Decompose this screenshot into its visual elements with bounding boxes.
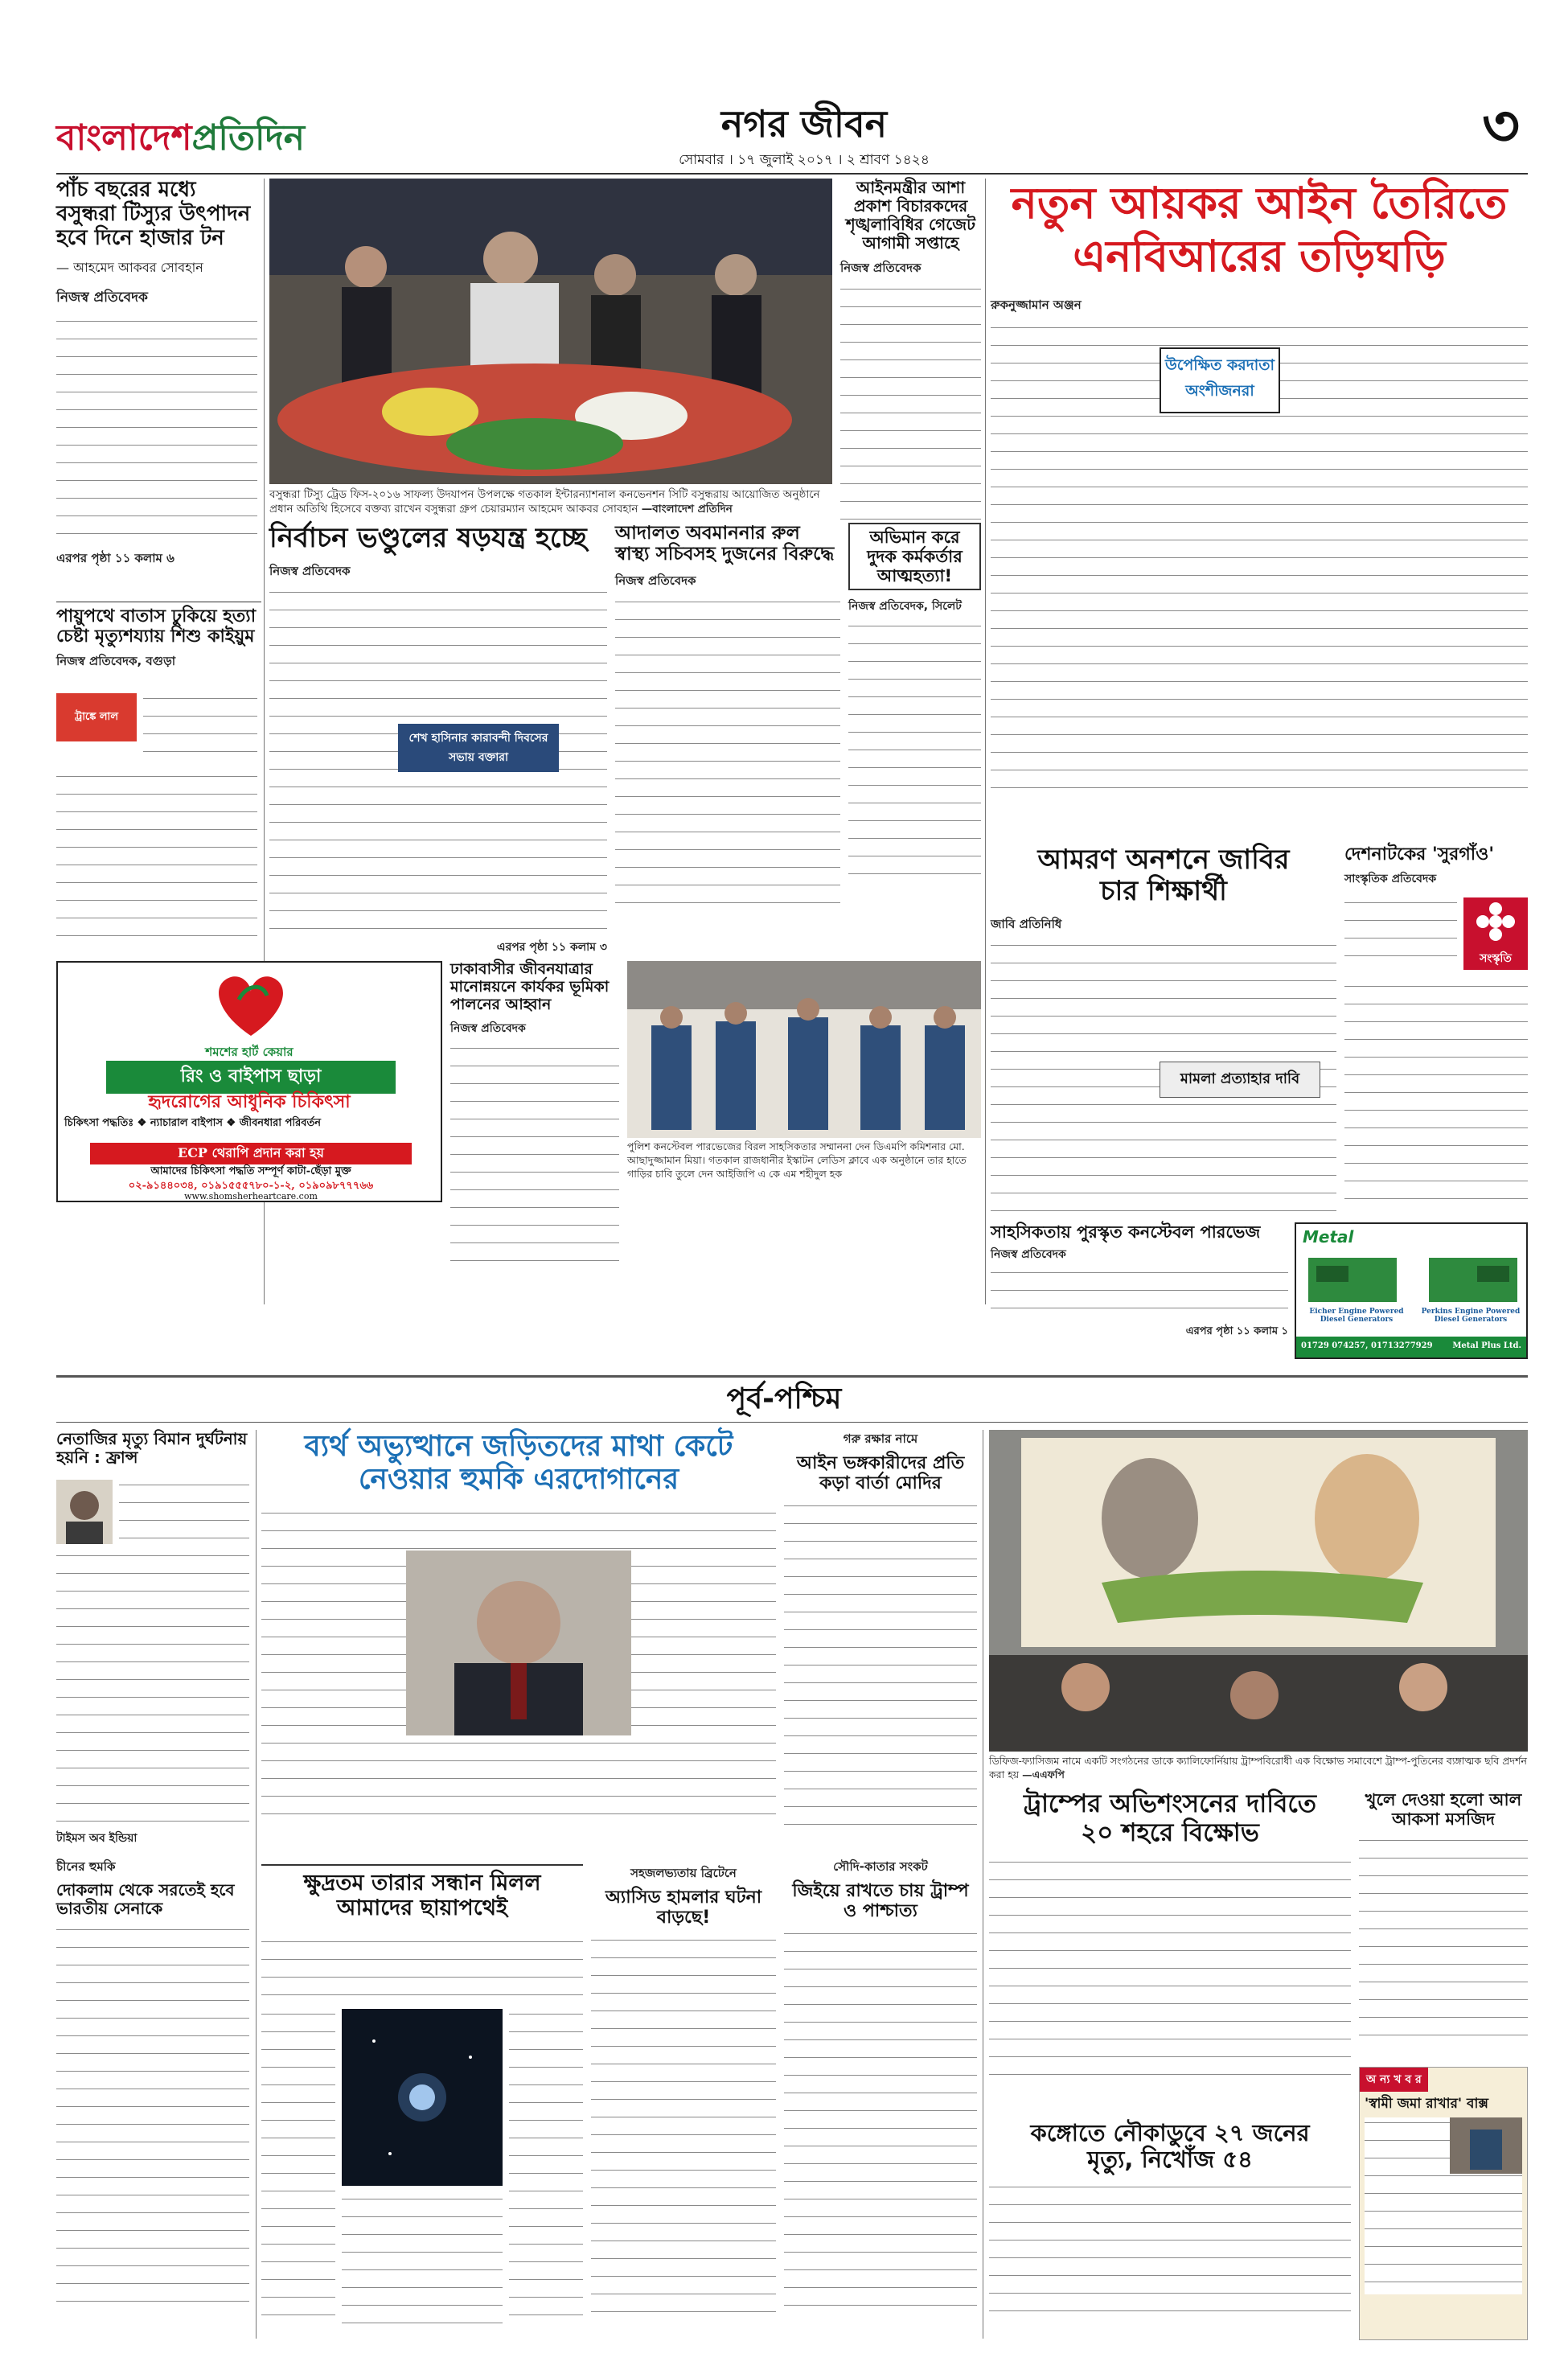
protest-photo-illustration	[989, 1430, 1528, 1752]
event-photo-caption	[269, 487, 832, 516]
story-body	[848, 621, 981, 886]
child-photo	[56, 693, 137, 741]
police-award-photo	[627, 961, 981, 1138]
story-headline[interactable]: আদালত অবমাননার রুল স্বাস্থ্য সচিবসহ দুজনের বিরুদ্ধে	[615, 523, 835, 565]
dhaka-story	[450, 961, 619, 1307]
story-body-2	[1344, 981, 1528, 1206]
story-body-2	[56, 1550, 249, 1832]
trump-story	[989, 1790, 1351, 2112]
hunger-strike-story	[991, 844, 1336, 1214]
culture-logo-text: সংস্কৃতি	[1480, 952, 1512, 965]
police-story	[991, 1222, 1288, 1359]
story-body-4	[342, 2194, 503, 2331]
headline-line2[interactable]: চার শিক্ষার্থী	[1100, 875, 1227, 908]
ad-brand: শমশের হার্ট কেয়ার	[205, 1045, 293, 1059]
star-photo	[342, 2009, 503, 2186]
generator-company: Metal Plus Ltd.	[1452, 1341, 1521, 1350]
story-reporter: রুকনুজ্জামান অঞ্জন	[991, 298, 1082, 313]
ad-footer: আমাদের চিকিৎসা পদ্ধতি সম্পূর্ণ কাটা-ছেঁড়া মুক্ত	[150, 1165, 351, 1177]
story-body	[840, 284, 981, 533]
generator-product-2: Perkins Engine Powered Diesel Generators	[1421, 1308, 1521, 1324]
story-reporter: নিজস্ব প্রতিবেদক	[991, 1248, 1066, 1262]
continue-note[interactable]: এরপর পৃষ্ঠা ১১ কলাম ১	[1185, 1325, 1288, 1338]
story-reporter: নিজস্ব প্রতিবেদক	[269, 564, 351, 579]
headline-line1[interactable]: ট্রাম্পের অভিশংসনের দাবিতে	[1023, 1789, 1317, 1818]
police-photo-illustration	[627, 961, 981, 1138]
other-news-label: অ ন্য খ ব র	[1360, 2068, 1428, 2092]
story-body	[784, 1501, 977, 1838]
newspaper-logo[interactable]	[56, 111, 305, 170]
caption-credit: —বাংলাদেশ প্রতিদিন	[641, 503, 733, 516]
story-reporter: নিজস্ব প্রতিবেদক, সিলেট	[848, 600, 962, 614]
story-body	[1344, 897, 1457, 970]
theatre-story	[1344, 844, 1528, 1214]
saudi-story	[784, 1858, 977, 2340]
protest-photo	[989, 1430, 1528, 1752]
story-reporter: জাবি প্রতিনিধি	[991, 917, 1062, 932]
protest-photo-caption	[989, 1755, 1528, 1782]
story-body-3	[509, 2009, 583, 2331]
story-reporter: নিজস্ব প্রতিবেদক	[615, 573, 696, 588]
continue-note[interactable]: এরপর পৃষ্ঠা ১১ কলাম ৩	[496, 941, 607, 954]
heart-icon	[207, 967, 295, 1044]
child-photo-label: ট্রাঙ্কে লাল	[74, 711, 119, 723]
netaji-story	[56, 1430, 249, 1848]
headline-line2[interactable]: আমাদের ছায়াপথেই	[336, 1896, 508, 1921]
headline-line2[interactable]: মৃত্যু, নিখোঁজ ৫৪	[1087, 2146, 1253, 2174]
headline-line1[interactable]: ক্ষুদ্রতম তারার সন্ধান মিলল	[261, 1864, 583, 1896]
heart-care-ad[interactable]	[56, 961, 442, 1202]
pullquote-line1: উপেক্ষিত করদাতা	[1164, 356, 1275, 374]
police-photo-caption: পুলিশ কনস্টেবল পারভেজের বিরল সাহসিকতার সম্মাননা দেন ডিএমপি কমিশনার মো. আছাদুজ্জামান মিয়া। গতকাল রাজধানীর ইস্কাটন লেডিস ক্লাবে এক অনুষ্ঠানে তার হাতে গাড়ির চাবি তুলে দেন আইজিপি এ কে এম শহীদুল হক	[627, 1140, 967, 1180]
story-body	[450, 1043, 619, 1276]
story-kicker: চীনের হুমকি	[56, 1859, 116, 1874]
headline-line1[interactable]: কঙ্গোতে নৌকাডুবে ২৭ জনের	[1030, 2119, 1310, 2146]
column-rule	[256, 1430, 257, 2339]
headline-line1[interactable]: আমরণ অনশনে জাবির	[1037, 844, 1290, 876]
continue-note[interactable]: এরপর পৃষ্ঠা ১১ কলাম ৬	[56, 550, 174, 565]
story-headline[interactable]: ঢাকাবাসীর জীবনযাত্রার মানোন্নয়নে কার্যকর ভূমিকা পালনের আহ্বান	[450, 960, 610, 1013]
section-divider-2	[56, 1422, 1528, 1423]
headline-line1[interactable]: ব্যর্থ অভ্যুত্থানে জড়িতদের মাথা কেটে	[304, 1430, 733, 1463]
law-story	[840, 179, 981, 516]
issue-date: সোমবার । ১৭ জুলাই ২০১৭ । ২ শ্রাবণ ১৪২৪	[679, 152, 930, 168]
ad-tagline: রিং ও বাইপাস ছাড়া	[106, 1061, 396, 1094]
acid-story	[591, 1864, 776, 2339]
congo-story	[989, 2120, 1351, 2337]
story-body	[261, 1937, 583, 2001]
story-reporter: সাংস্কৃতিক প্রতিবেদক	[1344, 873, 1437, 886]
story-headline[interactable]: দেশনাটকের 'সুরগাঁও'	[1344, 844, 1495, 865]
story-body	[784, 1928, 977, 2314]
ad-methods: চিকিৎসা পদ্ধতিঃ ❖ ন্যাচারাল বাইপাস ❖ জীবনধারা পরিবর্তন	[64, 1117, 322, 1129]
generator-icon-2	[1425, 1250, 1521, 1306]
story-headline[interactable]: আইনমন্ত্রীর আশা প্রকাশ বিচারকদের শৃঙ্খলাবিধির গেজেট আগামী সপ্তাহে	[845, 178, 976, 253]
generator-brand: Metal	[1303, 1227, 1354, 1247]
generator-phones[interactable]: 01729 074257, 01713277929	[1301, 1341, 1433, 1350]
story-reporter: নিজস্ব প্রতিবেদক, বগুড়া	[56, 653, 176, 668]
pullquote-line2: অংশীজনরা	[1185, 382, 1254, 400]
story-headline[interactable]: জিইয়ে রাখতে চায় ট্রাম্প ও পাশ্চাত্য	[792, 1881, 969, 1922]
stars-story	[261, 1864, 583, 2339]
caption-text: ডিফিজ-ফ্যাসিজম নামে একটি সংগঠনের ডাকে ক্যালিফোর্নিয়ায় ট্রাম্পবিরোধী এক বিক্ষোভ সমাবেশে ট্রাম্প-পুতিনের ব্যঙ্গাত্মক ছবি প্রদর্শন করা হয়	[989, 1755, 1527, 1780]
logo-part-2: প্রতিদিন	[191, 117, 305, 158]
pullquote	[1160, 347, 1280, 413]
modi-story	[784, 1430, 977, 1848]
story-body-2	[261, 2009, 335, 2331]
logo-part-1: বাংলাদেশ	[56, 117, 192, 158]
story-headline[interactable]: দোকলাম থেকে সরতেই হবে ভারতীয় সেনাকে	[56, 1880, 235, 1918]
story-body	[989, 1857, 1351, 2090]
story-kicker: গরু রক্ষার নামে	[843, 1431, 918, 1446]
story-headline[interactable]: সাহসিকতায় পুরস্কৃত কনস্টেবল পারভেজ	[991, 1222, 1261, 1242]
election-pullquote: শেখ হাসিনার কারাবন্দী দিবসের সভায় বক্তারা	[398, 724, 559, 772]
ad-subtitle: হৃদরোগের আধুনিক চিকিৎসা	[148, 1091, 351, 1112]
caption-text: বসুন্ধরা টিস্যু ট্রেড ফিস-২০১৬ সাফল্য উদযাপন উপলক্ষে গতকাল ইন্টারন্যাশনাল কনভেনশন সিটি বসুন্ধরায় আয়োজিত অনুষ্ঠানে প্রধান অতিথি হিসেবে বক্তব্য রাখেন বসুন্ধরা গ্রুপ চেয়ারম্যান আহমেদ আকবর সোবহান	[269, 488, 820, 516]
top-left-story	[56, 179, 257, 597]
hunger-pullquote: মামলা প্রত্যাহার দাবি	[1160, 1062, 1320, 1098]
story-body	[1359, 1835, 1528, 2036]
story-headline[interactable]: নির্বাচন ভণ্ডুলের ষড়যন্ত্র হচ্ছে	[269, 522, 587, 554]
story-byline: — আহমেদ আকবর সোবহান	[56, 259, 203, 275]
story-body	[615, 597, 840, 918]
event-photo	[269, 179, 832, 484]
story-body-2	[56, 771, 257, 940]
headline-line2[interactable]: ২০ শহরে বিক্ষোভ	[1081, 1817, 1259, 1847]
generator-ad[interactable]	[1295, 1222, 1528, 1359]
story-headline[interactable]: 'স্বামী জমা রাখার' বাক্স	[1365, 2096, 1488, 2112]
election-story	[269, 523, 607, 957]
story-headline[interactable]: অভিমান করে দুদক কর্মকর্তার আত্মহত্যা!	[848, 523, 981, 590]
page-number: ৩	[1482, 92, 1520, 159]
story-headline[interactable]: পাঁচ বছরের মধ্যে বসুন্ধরা টিস্যুর উৎপাদন হবে দিনে হাজার টন	[56, 178, 251, 250]
headline-line2[interactable]: নেওয়ার হুমকি এরদোগানের	[358, 1463, 679, 1497]
story-reporter: নিজস্ব প্রতিবেদক	[450, 1021, 526, 1035]
story-body	[119, 1480, 249, 1544]
generator-icon	[1304, 1250, 1401, 1306]
section-title-2: পূর্ব-পশ্চিম	[726, 1382, 842, 1415]
aqsa-story	[1359, 1790, 1528, 2064]
generator-footer	[1296, 1337, 1526, 1357]
caption-credit: —এএফপি	[1022, 1768, 1065, 1780]
story-body	[56, 316, 257, 549]
ad-phones: ০২-৯১৪৪০৩৪, ০১৯১৫৫৫৭৮০-১-২, ০১৯০৯৮৭৭৭৬৬	[128, 1180, 374, 1192]
flower-icon	[1463, 897, 1528, 946]
story-headline[interactable]: অ্যাসিড হামলার ঘটনা বাড়ছে!	[605, 1887, 762, 1928]
masthead-rule	[56, 173, 1528, 175]
lead-headline-line2[interactable]: এনবিআরের তড়িঘড়ি	[1073, 231, 1446, 282]
netaji-portrait	[56, 1480, 113, 1544]
story-credit: টাইমস অব ইন্ডিয়া	[56, 1832, 138, 1845]
erdogan-portrait	[406, 1550, 631, 1735]
story-reporter: নিজস্ব প্রতিবেদক	[840, 261, 922, 275]
china-story	[56, 1858, 249, 2340]
story-reporter: নিজস্ব প্রতিবেদক	[56, 289, 148, 306]
story-headline[interactable]: নেতাজির মৃত্যু বিমান দুর্ঘটনায় হয়নি : ফ্রান্স	[56, 1429, 248, 1467]
section-title: নগর জীবন	[720, 102, 888, 146]
culture-logo	[1463, 897, 1528, 970]
story-body	[143, 693, 257, 766]
generator-product-1: Eicher Engine Powered Diesel Generators	[1309, 1308, 1404, 1324]
column-rule	[985, 179, 986, 1304]
lead-headline-line1[interactable]: নতুন আয়কর আইন তৈরিতে	[1011, 178, 1508, 228]
story-kicker: সহজলভ্যতায় ব্রিটেনে	[630, 1866, 737, 1880]
event-photo-illustration	[269, 179, 832, 484]
court-story	[615, 523, 840, 957]
ad-website[interactable]: www.shomsherheartcare.com	[184, 1191, 318, 1201]
lead-story	[991, 179, 1528, 838]
story-headline[interactable]: পায়ুপথে বাতাস ঢুকিয়ে হত্যা চেষ্টা মৃত্যুশয্যায় শিশু কাইয়ুম	[56, 606, 257, 647]
dudok-story	[848, 523, 981, 893]
story-body	[56, 1924, 249, 2302]
other-news	[1359, 2067, 1528, 2340]
story-body	[591, 1935, 776, 2321]
ad-promo: ECP থেরাপি প্রদান করা হয়	[90, 1143, 412, 1164]
erdogan-story	[261, 1430, 776, 1856]
story-body	[989, 2182, 1351, 2319]
story-headline[interactable]: খুলে দেওয়া হলো আল আকসা মসজিদ	[1365, 1790, 1522, 1830]
box-photo	[1450, 2117, 1522, 2174]
masthead	[56, 92, 1528, 173]
child-story	[56, 606, 257, 952]
story-kicker: সৌদি-কাতার সংকট	[833, 1859, 928, 1874]
story-headline[interactable]: আইন ভঙ্গকারীদের প্রতি কড়া বার্তা মোদির	[796, 1453, 965, 1494]
story-body	[991, 1267, 1288, 1324]
